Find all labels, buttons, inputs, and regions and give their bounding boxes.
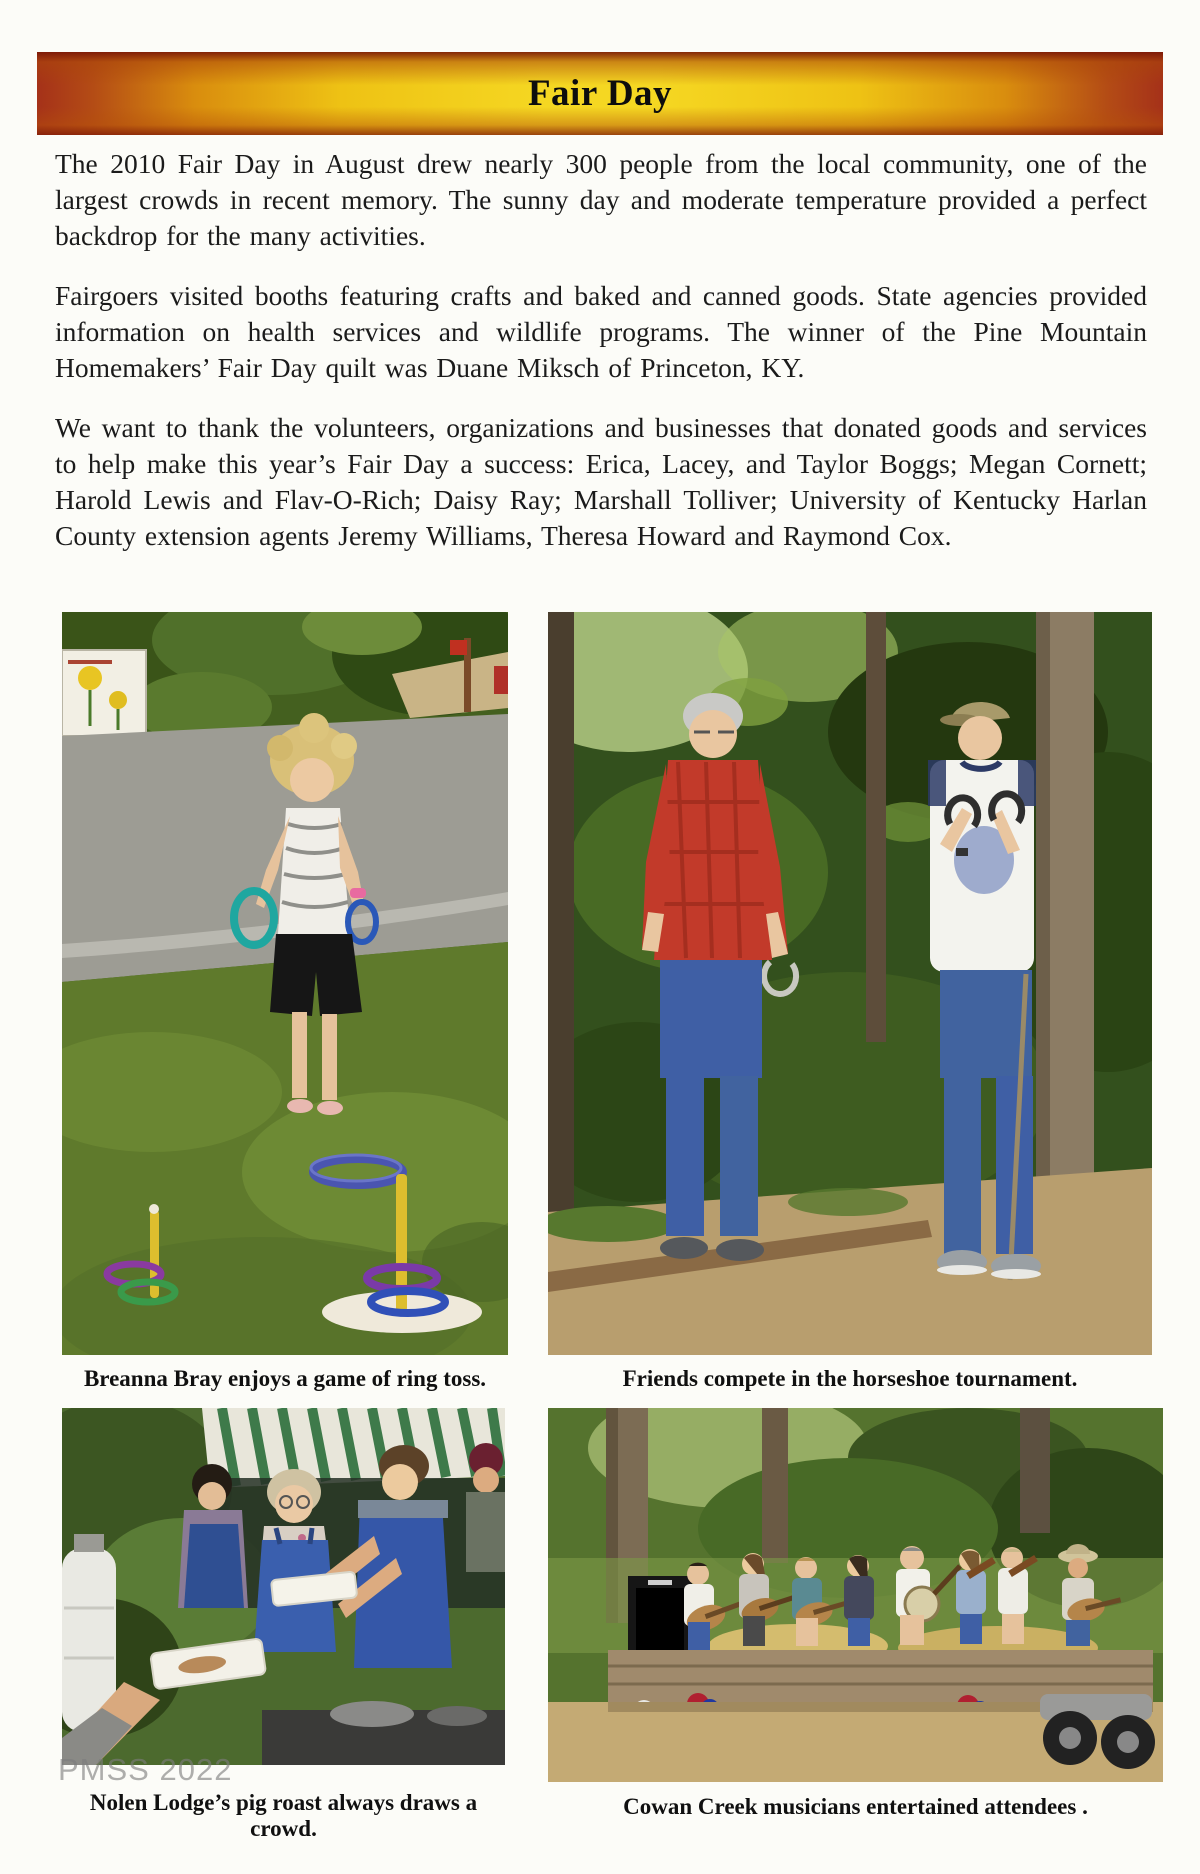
caption-ring-toss: Breanna Bray enjoys a game of ring toss. [83,1366,487,1391]
fair-day-banner [37,52,1163,135]
article-paragraph-3: We want to thank the volunteers, organizations and businesses that donated goods and services to help make this year’s Fair Day a success: Erica, Lacey, and Taylor Boggs; Megan Cornett; Harold Lewis and Flav-O-Rich; Daisy Ray; Marshall Tolliver; University of Kentucky Harlan County extension agents Jeremy Williams, Theresa Howard and Raymond Cox. [55,412,1147,551]
article-body [55,146,1147,578]
photo-ring-toss [62,612,508,1355]
watermark: PMSS 2022 [58,1752,233,1787]
ring-toss-illustration [62,612,508,1355]
caption-pig-roast: Nolen Lodge’s pig roast always draws a crowd. [89,1790,478,1841]
pig-roast-illustration [62,1408,505,1765]
article-paragraph-1: The 2010 Fair Day in August drew nearly 300 people from the local community, one of the largest crowds in recent memory. The sunny day and moderate temperature provided a perfect backdrop for the many activities. [55,148,1147,251]
photo-pig-roast [62,1408,505,1765]
photo-musicians [548,1408,1163,1782]
horseshoe-illustration [548,612,1152,1355]
article-paragraph-2: Fairgoers visited booths featuring crafts and baked and canned goods. State agencies provided information on health services and wildlife programs. The winner of the Pine Mountain Homemakers’ Fair Day quilt was Duane Miksch of Princeton, KY. [55,280,1147,383]
photo-horseshoe [548,612,1152,1355]
musicians-illustration [548,1408,1163,1782]
page-title: Fair Day [527,73,673,114]
caption-musicians: Cowan Creek musicians entertained attendees . [623,1794,1088,1819]
caption-horseshoe: Friends compete in the horseshoe tournament. [622,1366,1078,1391]
